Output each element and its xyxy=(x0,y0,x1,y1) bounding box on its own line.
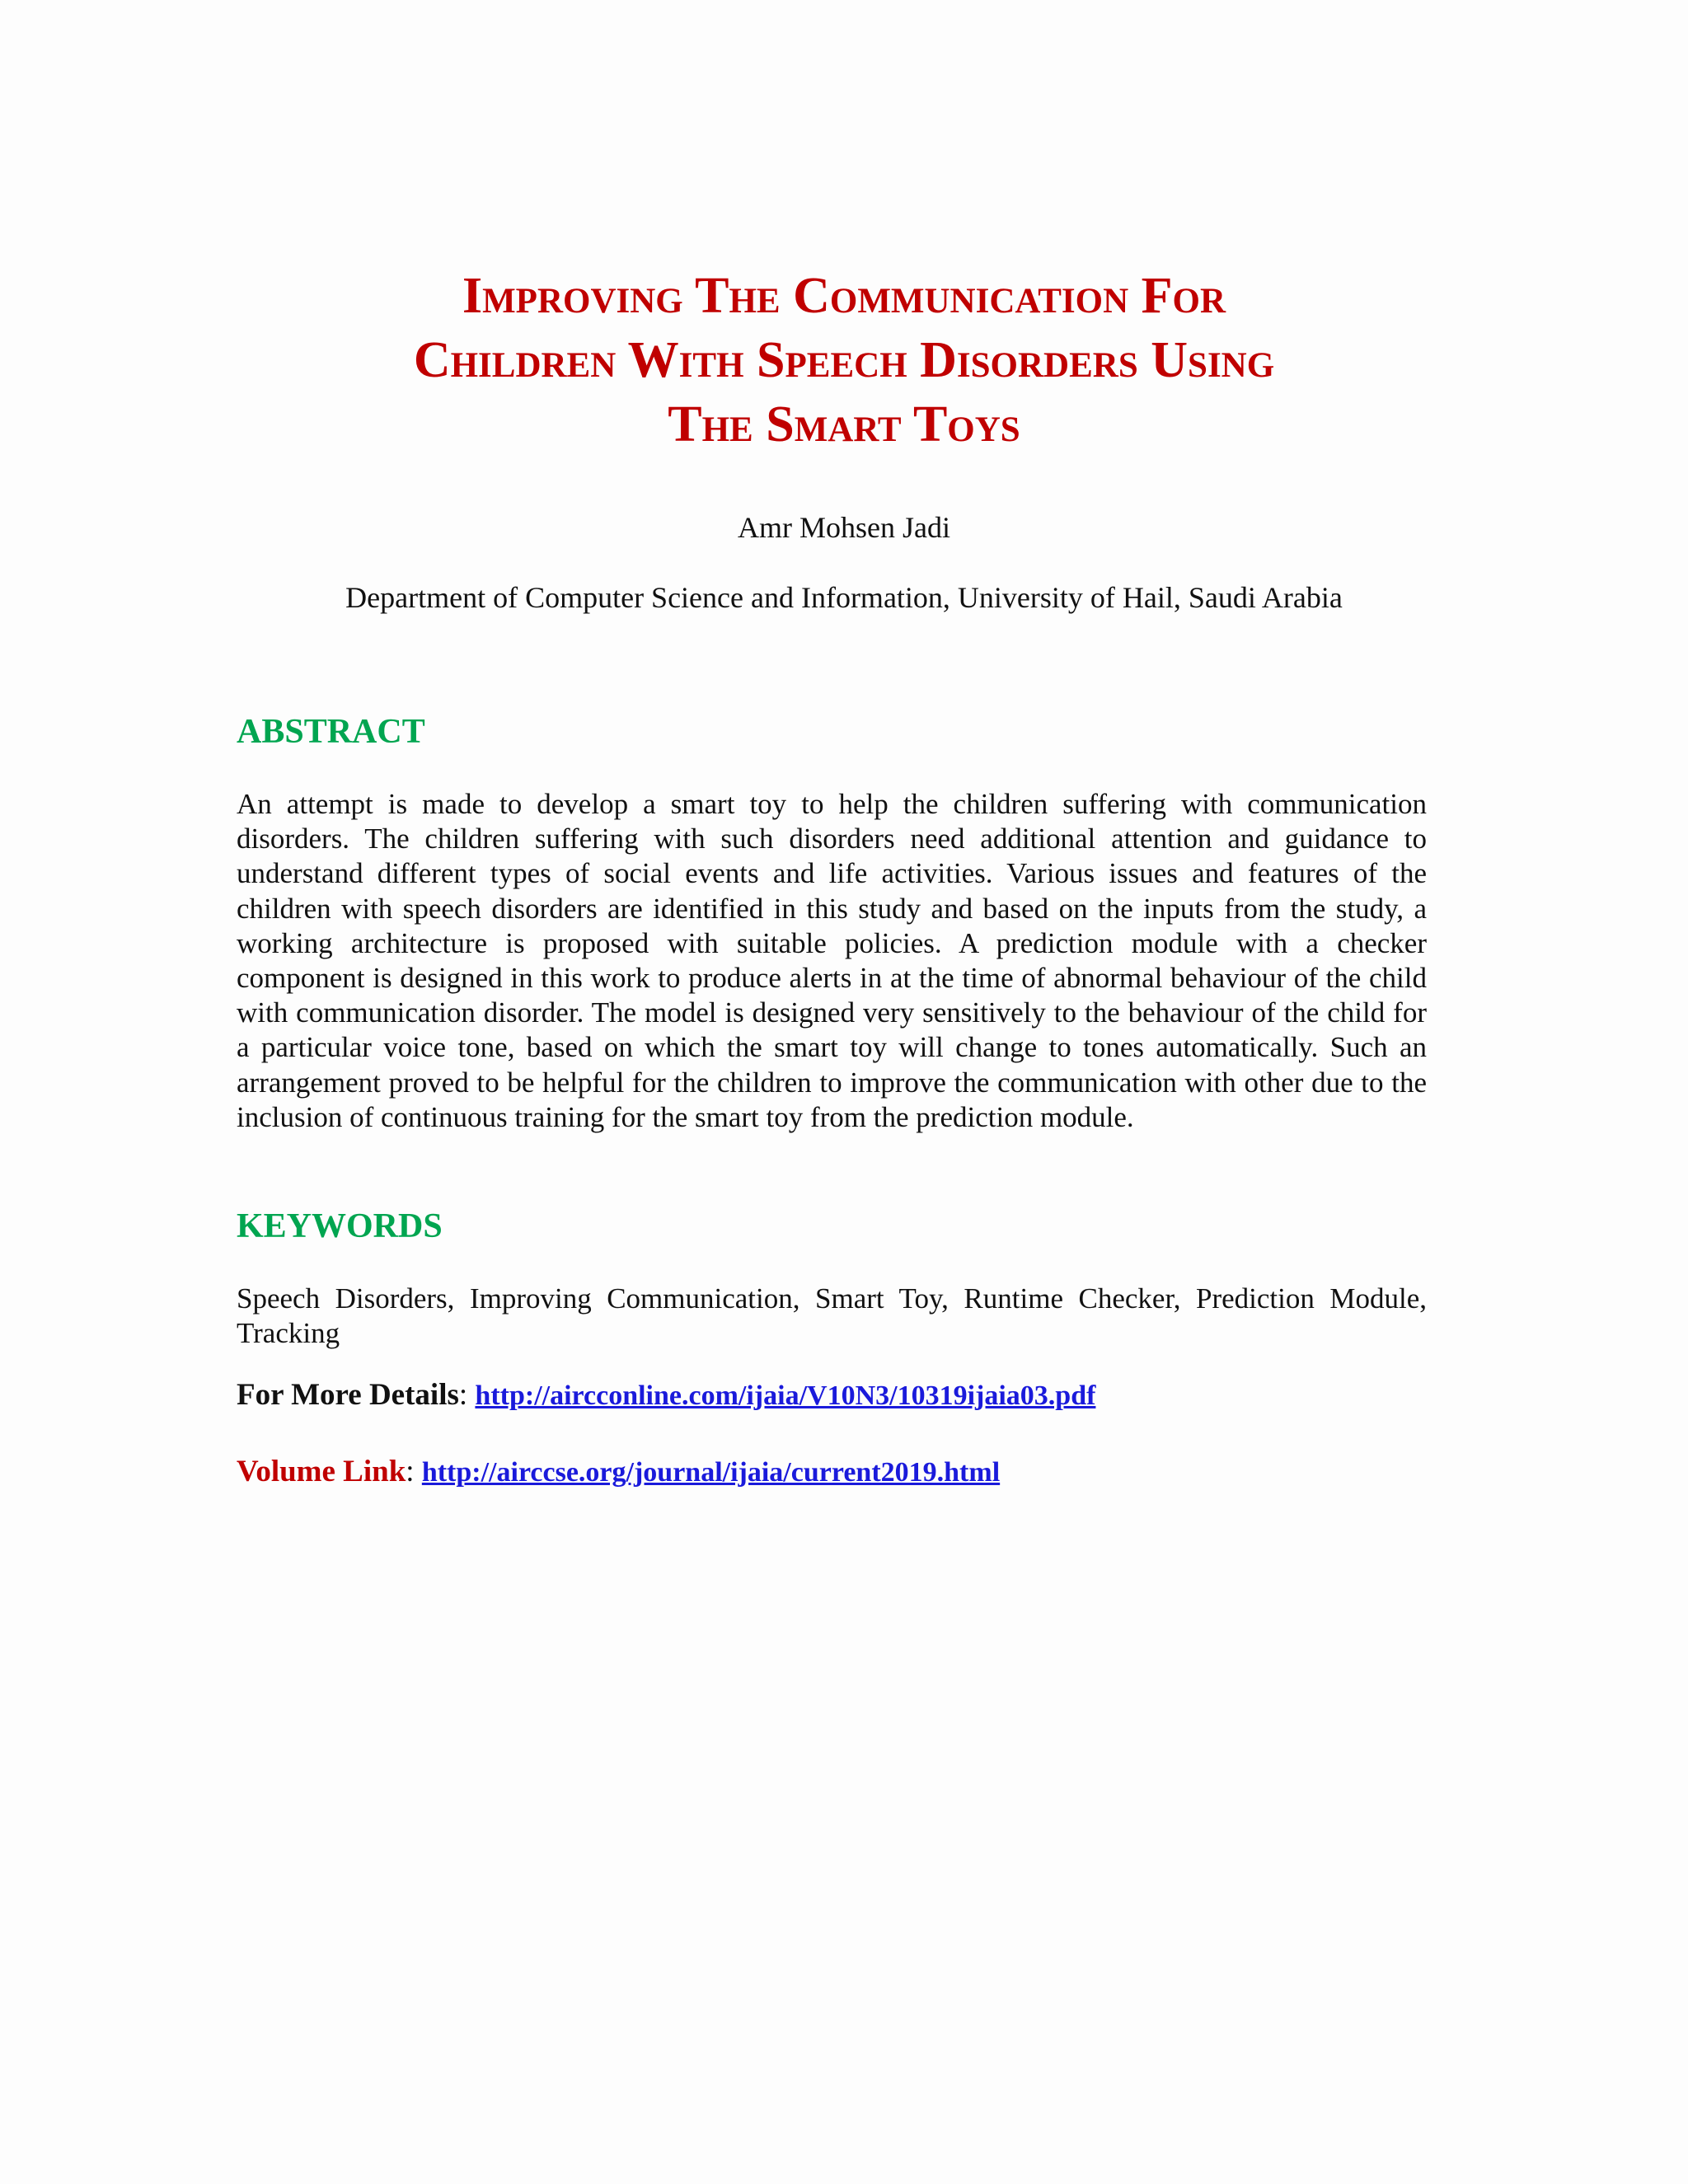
details-link[interactable]: http://aircconline.com/ijaia/V10N3/10319ijaia03.pdf xyxy=(475,1380,1096,1411)
volume-link[interactable]: http://airccse.org/journal/ijaia/current2019.html xyxy=(421,1457,1001,1488)
details-separator: : xyxy=(458,1378,476,1412)
keywords-text: Speech Disorders, Improving Communication, Smart Toy, Runtime Checker, Prediction Module, Tracking xyxy=(237,1282,1427,1350)
paper-title xyxy=(0,264,1688,457)
title-line-1: Improving The Communication For xyxy=(462,268,1226,324)
volume-separator: : xyxy=(406,1455,422,1488)
volume-link-row xyxy=(237,1453,1000,1492)
details-link-row xyxy=(237,1376,1095,1415)
title-line-2: Children With Speech Disorders Using xyxy=(413,332,1275,388)
details-label: For More Details xyxy=(237,1378,459,1412)
abstract-heading: ABSTRACT xyxy=(237,713,425,751)
keywords-heading: KEYWORDS xyxy=(237,1207,443,1245)
author-name: Amr Mohsen Jadi xyxy=(738,511,950,544)
volume-label: Volume Link xyxy=(237,1455,406,1488)
abstract-text: An attempt is made to develop a smart toy to help the children suffering with communication disorders. The children suffering with such disorders need additional attention and guidance to understand different types of social events and life activities. Various issues and features of the children with speech disorders are identified in this study and based on the inputs from the study, a working architecture is proposed with suitable policies. A prediction module with a checker component is designed in this work to produce alerts in at the time of abnormal behaviour of the child with communication disorder. The model is designed very sensitively to the behaviour of the child for a particular voice tone, based on which the smart toy will change to tones automatically. Such an arrangement proved to be helpful for the children to improve the communication with other due to the inclusion of continuous training for the smart toy from the prediction module. xyxy=(237,788,1427,1133)
title-line-3: The Smart Toys xyxy=(668,396,1020,452)
author-affiliation: Department of Computer Science and Information, University of Hail, Saudi Arabia xyxy=(345,581,1343,614)
